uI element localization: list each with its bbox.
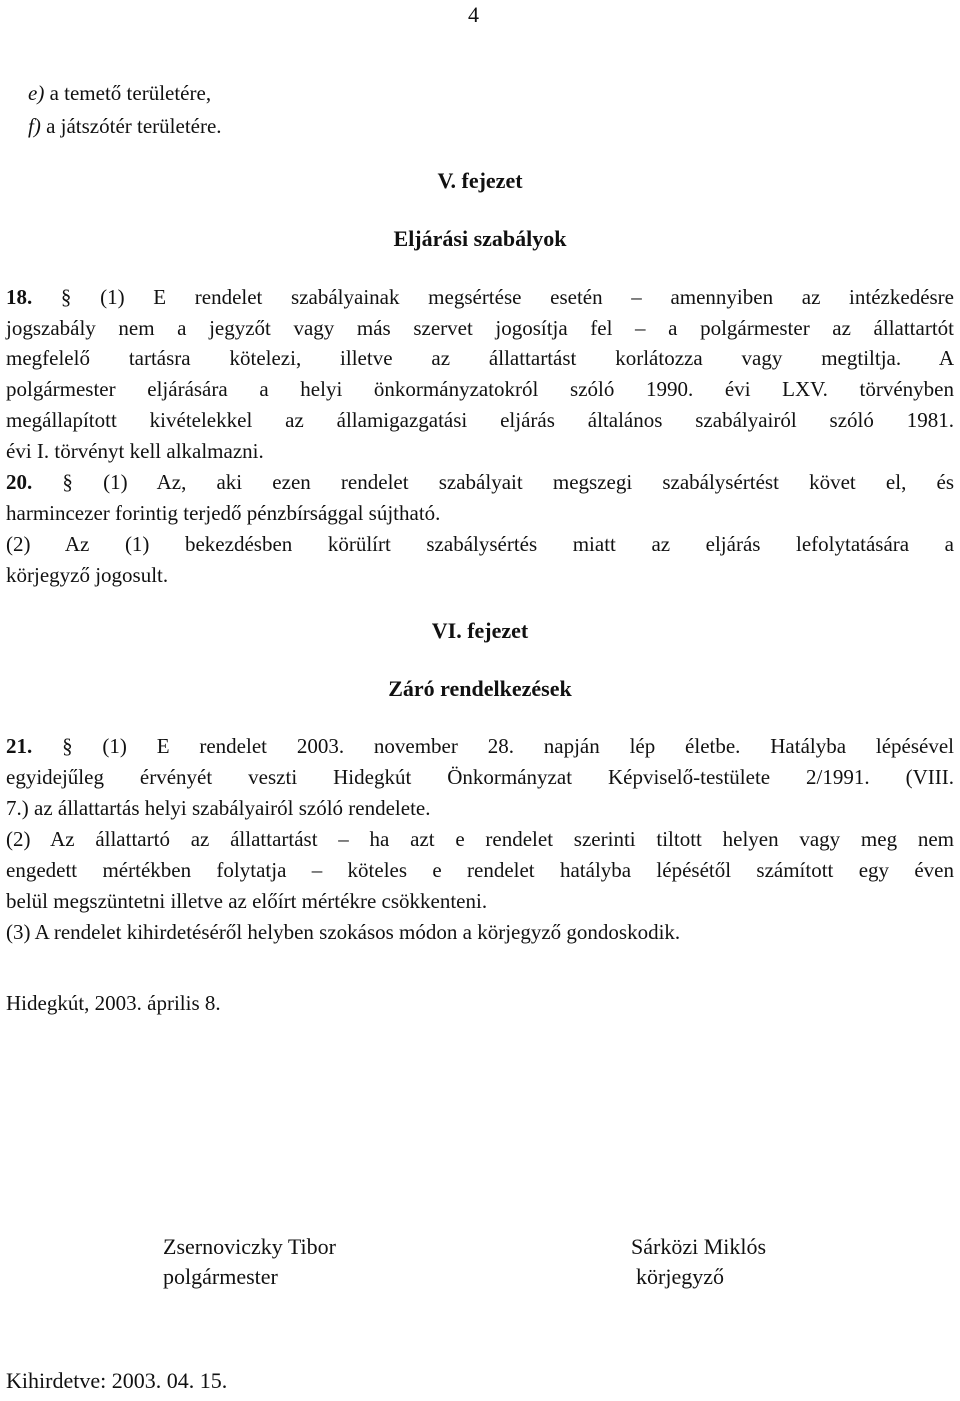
chapter-title: Eljárási szabályok xyxy=(393,226,567,251)
signature-role: körjegyző xyxy=(636,1264,724,1289)
signature-name: Zsernoviczky Tibor xyxy=(163,1234,336,1259)
section-label: 18. xyxy=(6,285,33,309)
signature-role: polgármester xyxy=(163,1264,278,1289)
section-21-line: egyidejűleg érvényét veszti Hidegkút Önkormányzat Képviselő-testülete 2/1991. (VIII. xyxy=(6,765,954,789)
chapter-title: Záró rendelkezések xyxy=(388,676,572,701)
section-18-line: megállapított kivételekkel az államigazgatási eljárás általános szabályairól szóló 1981. xyxy=(6,408,954,432)
list-marker: f) xyxy=(28,114,41,138)
announcement-date: Kihirdetve: 2003. 04. 15. xyxy=(6,1368,228,1393)
section-20-line xyxy=(6,467,954,497)
section-20-line: harmincezer forintig terjedő pénzbírsággal sújtható. xyxy=(6,501,441,525)
section-18-line: megfelelő tartásra kötelezi, illetve az állattartást korlátozza vagy megtiltja. A xyxy=(6,346,954,370)
section-18-line: jogszabály nem a jegyzőt vagy más szervet jogosítja fel – a polgármester az állattartót xyxy=(6,316,954,340)
section-text: § (1) Az, aki ezen rendelet szabályait megszegi szabálysértést követ el, és xyxy=(62,470,954,494)
list-marker: e) xyxy=(28,81,45,105)
section-21-line: engedett mértékben folytatja – köteles e rendelet hatályba lépésétől számított egy éven xyxy=(6,858,954,882)
section-20-line: körjegyző jogosult. xyxy=(6,563,169,587)
section-text: § (1) E rendelet 2003. november 28. napján lép életbe. Hatályba lépésével xyxy=(62,734,955,758)
chapter-number: V. fejezet xyxy=(437,168,523,193)
section-20-line: (2) Az (1) bekezdésben körülírt szabálysértés miatt az eljárás lefolytatására a xyxy=(6,532,954,556)
section-18-line: évi I. törvényt kell alkalmazni. xyxy=(6,439,264,463)
section-18-line: polgármester eljárására a helyi önkormányzatokról szóló 1990. évi LXV. törvényben xyxy=(6,377,954,401)
list-item xyxy=(28,78,960,108)
page-number: 4 xyxy=(468,2,479,27)
section-21-line: belül megszüntetni illetve az előírt mértékre csökkenteni. xyxy=(6,889,488,913)
section-label: 20. xyxy=(6,470,33,494)
list-item xyxy=(28,111,960,141)
signature-name: Sárközi Miklós xyxy=(631,1234,767,1259)
section-21-line: (3) A rendelet kihirdetéséről helyben szokásos módon a körjegyző gondoskodik. xyxy=(6,920,681,944)
section-18-line xyxy=(6,282,954,312)
section-label: 21. xyxy=(6,734,33,758)
section-21-line xyxy=(6,731,954,761)
section-text: § (1) E rendelet szabályainak megsértése esetén – amennyiben az intézkedésre xyxy=(60,285,954,309)
section-21-line: (2) Az állattartó az állattartást – ha azt e rendelet szerinti tiltott helyen vagy meg nem xyxy=(6,827,954,851)
list-item-text: a temető területére, xyxy=(44,81,212,105)
list-item-text: a játszótér területére. xyxy=(40,114,222,138)
chapter-number: VI. fejezet xyxy=(431,618,529,643)
place-date: Hidegkút, 2003. április 8. xyxy=(6,991,221,1015)
section-21-line: 7.) az állattartás helyi szabályairól szóló rendelete. xyxy=(6,796,431,820)
